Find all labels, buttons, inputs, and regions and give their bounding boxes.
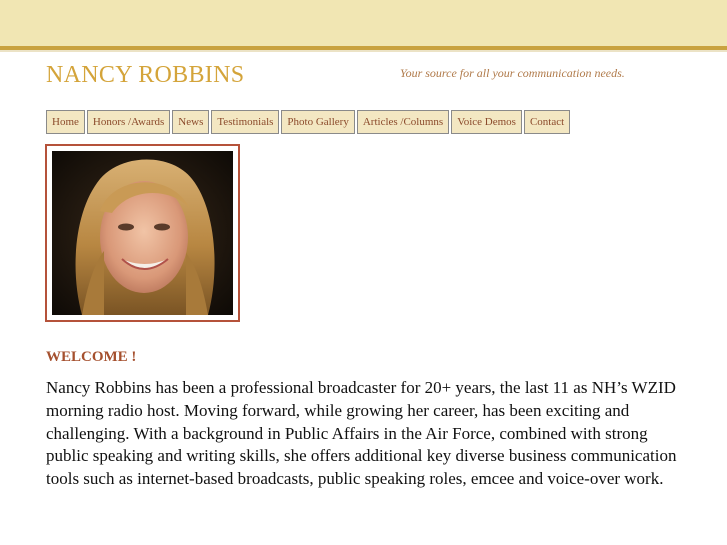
nav-item-articles-columns[interactable]: Articles /Columns (357, 110, 449, 134)
nav-item-honors-awards[interactable]: Honors /Awards (87, 110, 170, 134)
nav-item-testimonials[interactable]: Testimonials (211, 110, 279, 134)
intro-paragraph: Nancy Robbins has been a professional broadcaster for 20+ years, the last 11 as NH’s WZID morning radio host. Moving forward, while growing her career, has been exciting and challenging. With a background in Public Affairs in the Air Force, combined with strong public speaking and writing skills, she offers additional key diverse business communication tools such as internet-based broadcasts, public speaking roles, emcee and voice-over work. (46, 378, 677, 489)
header-band (0, 0, 727, 46)
welcome-heading: WELCOME ! (46, 349, 137, 365)
header-divider-shadow (0, 50, 727, 52)
portrait-photo (52, 151, 233, 315)
nav-item-contact[interactable]: Contact (524, 110, 570, 134)
portrait-frame (45, 144, 240, 322)
site-title[interactable]: NANCY ROBBINS (46, 62, 245, 88)
nav-item-voice-demos[interactable]: Voice Demos (451, 110, 522, 134)
nav-item-photo-gallery[interactable]: Photo Gallery (281, 110, 354, 134)
site-tagline: Your source for all your communication needs. (400, 66, 625, 80)
main-nav (46, 110, 570, 134)
nav-item-home[interactable]: Home (46, 110, 85, 134)
portrait-icon (52, 151, 233, 315)
nav-item-news[interactable]: News (172, 110, 209, 134)
